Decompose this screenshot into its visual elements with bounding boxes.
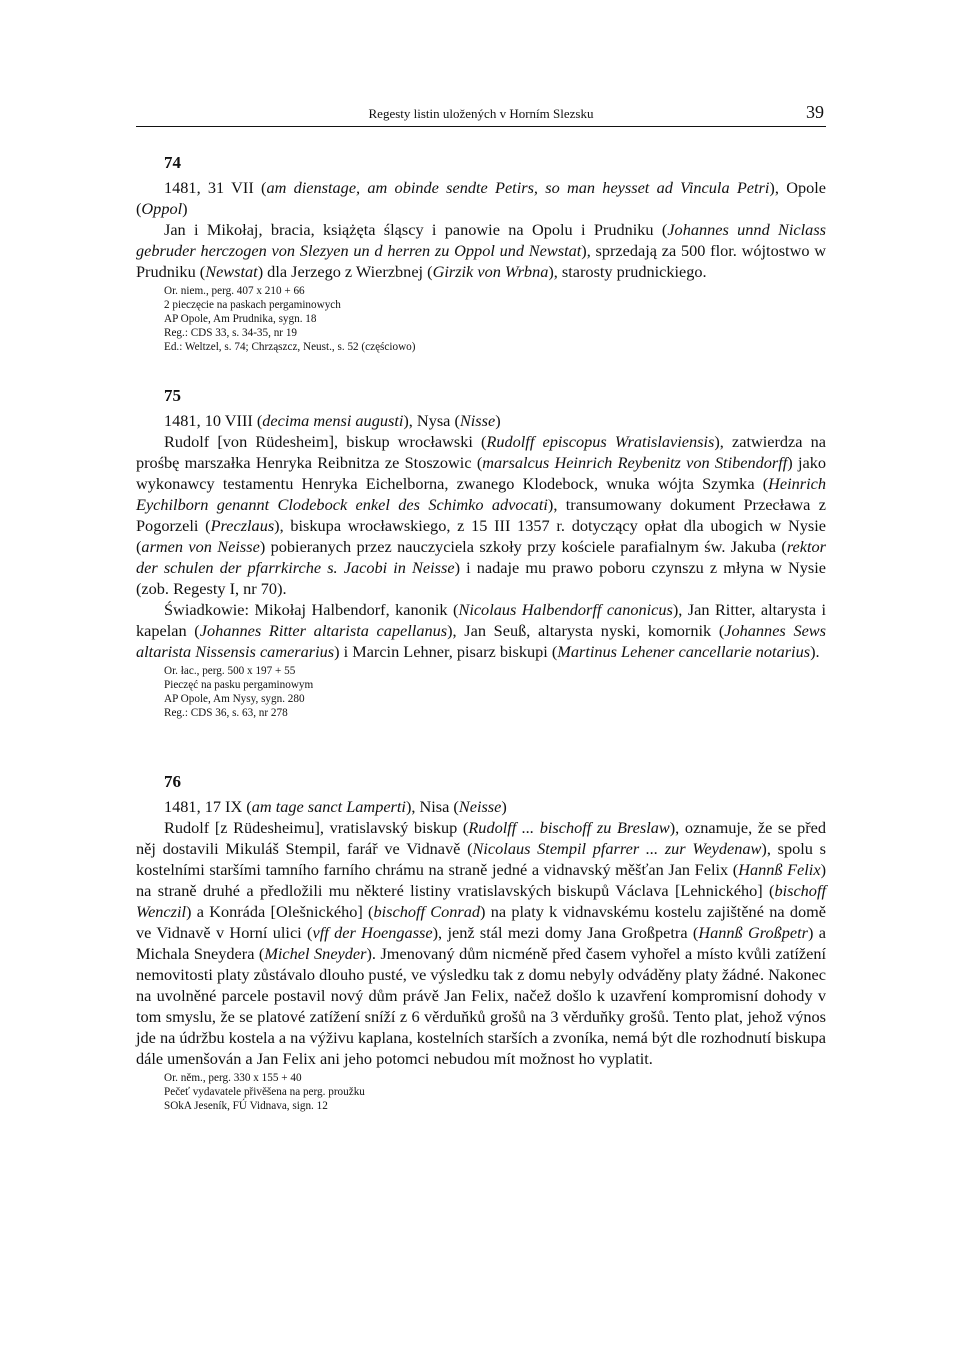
note-line: Ed.: Weltzel, s. 74; Chrząszcz, Neust., s. 52 (częściowo): [164, 341, 416, 353]
regest-entry-76: [136, 772, 826, 1113]
note-line: Pečeť vydavatele přivěšena na perg. proužku: [164, 1086, 365, 1098]
entry-number: 76: [164, 772, 181, 791]
entry-date-line: 1481, 17 IX (am tage sanct Lamperti), Nisa (Neisse): [164, 797, 507, 816]
entry-number: 75: [164, 386, 181, 405]
entry-date-line: 1481, 10 VIII (decima mensi augusti), Nysa (Nisse): [164, 411, 501, 430]
note-line: SOkA Jeseník, FÚ Vidnava, sign. 12: [164, 1100, 328, 1112]
entry-notes: [164, 1071, 826, 1113]
running-title: Regesty listin uložených v Horním Slezsku: [368, 106, 594, 121]
note-line: AP Opole, Am Prudnika, sygn. 18: [164, 313, 317, 325]
entry-body: Rudolf [z Rüdesheimu], vratislavský biskup (Rudolff ... bischoff zu Breslaw), oznamuje, že se před něj dostavili Mikuláš Stempil, farář ve Vidnavě (Nicolaus Stempil pfarrer ... zur Weydenaw), spolu s kostelními staršími tamního farního chrámu na straně jedné a vidnavský měšťan Jan Felix (Hannß Felix) na straně druhé a předložili mu některé listiny vratislavských biskupů Václava [Lehnického] (bischoff Wenczil) a Konráda [Olešnického] (bischoff Conrad) na platy k vidnavskému kostelu zajištěné na domě ve Vidnavě v Horní ulici (vff der Hoengasse), jenž stál mezi domy Jana Großpetra (Hannß Großpetr) a Michala Sneydera (Michel Sneyder). Jmenovaný dům nicméně před časem vyhořel a místo kvůli zatížení nemovitosti platy zůstávalo dlouho pusté, ve výsledku tak z domu nebyly odváděny platy žádné. Nakonec na uvolněné parcele postavil nový dům právě Jan Felix, načež došlo k uzavření kompromisní dohody v tom smyslu, že se platové zatížení sníží z 6 věrduňků grošů na 3 věrduňky grošů. Tento plat, jehož výnos jde na údržbu kostela a na výživu kaplana, kostelních starších a zvoníka, nemá být dle rozhodnutí biskupa dále umenšován a Jan Felix ani jeho potomci nebudou mít možnost ho vyplatit.: [136, 818, 827, 1068]
regest-entry-74: [136, 153, 826, 354]
note-line: Or. niem., perg. 407 x 210 + 66: [164, 285, 305, 297]
entry-date-line: 1481, 31 VII (am dienstage, am obinde sendte Petirs, so man heysset ad Vincula Petri), Opole (Oppol): [136, 178, 826, 218]
entry-number: 74: [164, 153, 181, 172]
entry-body: Rudolf [von Rüdesheim], biskup wrocławski (Rudolff episcopus Wratislaviensis), zatwierdza na prośbę marszałka Henryka Reibnitza ze Stoszowic (marsalcus Heinrich Reybenitz von Stibendorff) jako wykonawcy testamentu Henryka Eichelborna, zwanego Klodebock, wnuka wójta Szymka (Heinrich Eychilborn genannt Clodebock enkel des Schimko advocati), transumowany dokument Przecława z Pogorzeli (Preczlaus), biskupa wrocławskiego, z 15 III 1357 r. dotyczący opłat dla ubogich w Nysie (armen von Neisse) pobieranych przez nauczyciela szkoły przy kościele parafialnym św. Jakuba (rektor der schulen der pfarrkirche s. Jacobi in Neisse) i nadaje mu prawo poboru czynszu z młyna w Nysie (zob. Regesty I, nr 70).: [136, 432, 827, 598]
note-line: Pieczęć na pasku pergaminowym: [164, 679, 314, 691]
note-line: AP Opole, Am Nysy, sygn. 280: [164, 693, 305, 705]
entry-notes: [164, 664, 826, 720]
page-header: [136, 104, 826, 127]
note-line: 2 pieczęcie na paskach pergaminowych: [164, 299, 341, 311]
note-line: Or. něm., perg. 330 x 155 + 40: [164, 1072, 302, 1084]
regest-entry-75: [136, 386, 826, 720]
entry-notes: [164, 284, 826, 354]
entry-witnesses: Świadkowie: Mikołaj Halbendorf, kanonik (Nicolaus Halbendorff canonicus), Jan Ritter, altarysta i kapelan (Johannes Ritter altarista capellanus), Jan Seuß, altarysta nyski, komornik (Johannes Sews altarista Nissensis camerarius) i Marcin Lehner, pisarz biskupi (Martinus Lehener cancellarie notarius).: [136, 600, 827, 661]
note-line: Reg.: CDS 36, s. 63, nr 278: [164, 707, 288, 719]
note-line: Reg.: CDS 33, s. 34-35, nr 19: [164, 327, 298, 339]
page-number: 39: [806, 102, 824, 122]
entry-body: Jan i Mikołaj, bracia, książęta śląscy i panowie na Opolu i Prudniku (Johannes unnd Niclass gebruder herczogen von Slezyen un d herren zu Oppol und Newstat), sprzedają za 500 flor. wójtostwo w Prudniku (Newstat) dla Jerzego z Wierzbnej (Girzik von Wrbna), starosty prudnickiego.: [136, 220, 826, 281]
note-line: Or. łac., perg. 500 x 197 + 55: [164, 665, 296, 677]
